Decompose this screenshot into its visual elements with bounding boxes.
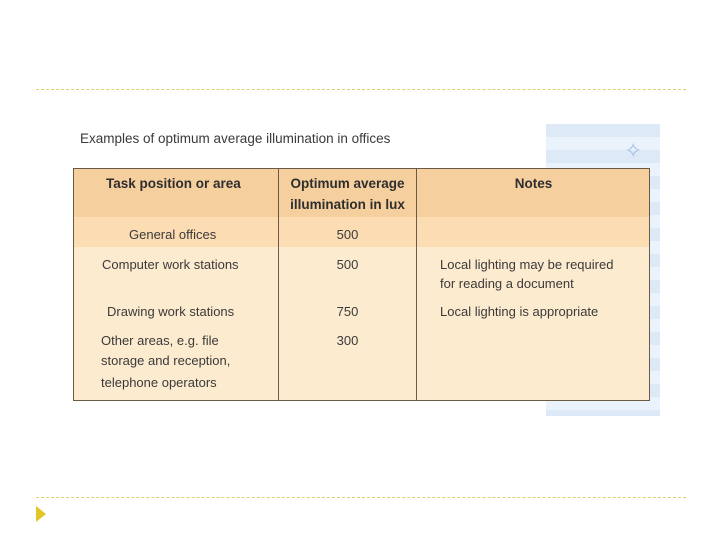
header-task: Task position or area [106,176,241,191]
row-task: Other areas, e.g. file [101,333,219,348]
row-task: telephone operators [101,375,217,390]
top-divider [36,89,686,90]
row-task: General offices [129,227,217,242]
table-caption: Examples of optimum average illumination in offices [80,131,391,146]
illumination-table [73,168,650,401]
row-task: storage and reception, [101,353,231,368]
bottom-divider [36,497,686,498]
header-lux-line1: Optimum average [290,176,405,191]
bullet-arrow-icon [36,506,46,522]
row-lux: 500 [336,227,359,242]
row-lux: 300 [336,333,359,348]
row-task: Computer work stations [102,257,239,272]
sparkle-icon: ✧ [624,138,643,163]
header-lux-line2: illumination in lux [290,197,405,212]
row-notes: for reading a document [440,276,574,291]
row-task: Drawing work stations [107,304,235,319]
row-lux: 750 [336,304,359,319]
column-divider [416,169,417,400]
row-notes: Local lighting is appropriate [440,304,599,319]
row-lux: 500 [336,257,359,272]
row-notes: Local lighting may be required [440,257,614,272]
header-notes: Notes [514,176,553,191]
